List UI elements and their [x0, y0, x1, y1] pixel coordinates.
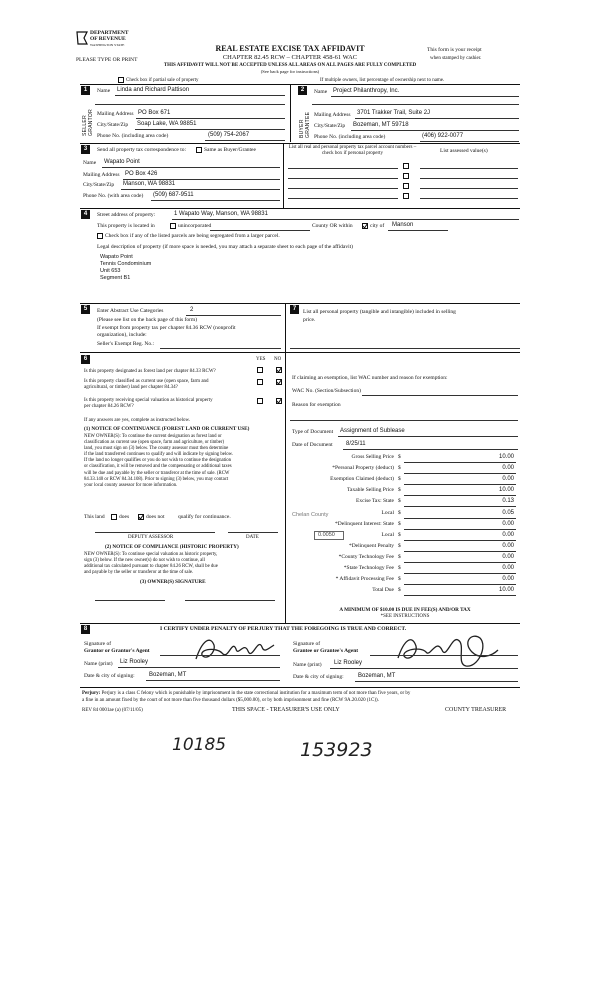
send-correspondence-label: Send all property tax correspondence to: [97, 147, 187, 153]
does-label: does [119, 514, 130, 520]
legal-line: Unit 653 [100, 268, 121, 274]
s3-city-label: City/State/Zip [83, 182, 115, 188]
check-mark-icon [276, 398, 282, 404]
tax-row-label: *State Technology Fee [343, 565, 394, 571]
s3-name-field[interactable]: Wapato Point [104, 159, 140, 165]
notice2-line: sign (3) below. If the new owner(s) do not wish to continue, all [84, 558, 205, 564]
parcel-1-personal-checkbox[interactable] [403, 163, 409, 169]
tax-row-dollar: $ [398, 487, 401, 493]
grantor-date-field[interactable]: Bozeman, MT [149, 672, 187, 678]
s3-name-label: Name [83, 160, 97, 166]
q3-label-a: Is this property receiving special valuation as historical property [84, 398, 213, 403]
treasurer-use-only: THIS SPACE - TREASURER'S USE ONLY [232, 707, 340, 713]
grantee-name-label: Name (print) [293, 662, 322, 668]
parcel-4-personal-checkbox[interactable] [403, 193, 409, 199]
tax-row-dollar: $ [398, 554, 401, 560]
street-field[interactable]: 1 Wapato Way, Manson, WA 98831 [174, 211, 268, 217]
check-mark-icon [138, 514, 144, 520]
does-not-label: does not [146, 514, 165, 520]
legal-line: Tennis Condominium [100, 261, 152, 267]
q2-no-checkbox[interactable] [276, 379, 282, 385]
located-label: This property is located in [97, 223, 155, 229]
tax-row-label: *Personal Property (deduct) [332, 465, 394, 471]
see-back-page: (See back page for instructions) [260, 69, 320, 74]
tax-row-underline [404, 462, 516, 463]
notice1-title: (1) NOTICE OF CONTINUANCE (FOREST LAND OR CURRENT USE) [84, 426, 250, 432]
local-rate-value: 0.0050 [318, 532, 335, 538]
city-of-label: city of [370, 223, 385, 229]
section-1-number: 1 [81, 86, 90, 95]
partial-sale-checkbox[interactable] [118, 77, 124, 83]
q2-label-a: Is this property classified as current use (open space, farm and [84, 379, 209, 384]
buyer-city-field[interactable]: Bozeman, MT 59718 [353, 122, 409, 128]
notice1-line: land, you must sign on (3) below. The county assessor must then determine [84, 446, 229, 452]
tax-row-value[interactable]: 0.00 [502, 554, 514, 560]
buyer-mailing-label: Mailing Address [314, 112, 351, 118]
tax-row-underline [404, 551, 516, 552]
notice2-text [84, 552, 218, 576]
signature-scribble-icon [188, 631, 278, 667]
tax-row-dollar: $ [398, 454, 401, 460]
unincorporated-checkbox[interactable] [170, 223, 176, 229]
legal-line: Wapato Point [100, 254, 133, 260]
s3-mailing-label: Mailing Address [83, 172, 120, 178]
same-as-buyer-checkbox[interactable] [196, 147, 202, 153]
tax-row-label: Excise Tax: State [355, 498, 394, 504]
within-city-checkbox[interactable] [362, 223, 368, 229]
seller-name-label: Name [97, 88, 111, 94]
tax-row-label: Local [381, 510, 394, 516]
tax-row-underline [404, 540, 516, 541]
notice2-title: (2) NOTICE OF COMPLIANCE (HISTORIC PROPERTY) [105, 544, 239, 550]
perjury-line2: a fine in an amount fixed by the court of not more than five thousand dollars ($5,000.00), or by both imprisonment and fine (RCW 9A.20.020 (1C)). [82, 698, 379, 703]
tax-row-value[interactable]: 0.00 [502, 532, 514, 538]
tax-row-dollar: $ [398, 498, 401, 504]
deputy-assessor-label: DEPUTY ASSESSOR [128, 535, 174, 540]
notice2-line: and payable by the seller or transferor at the time of sale. [84, 570, 194, 576]
tax-row-value[interactable]: 0.00 [502, 543, 514, 549]
county-within-label: County OR within [312, 223, 353, 229]
please-type-or-print: PLEASE TYPE OR PRINT [76, 57, 138, 63]
notice1-line: your local county assessor for more information. [84, 482, 178, 488]
minimum-due-notice: A MINIMUM OF $10.00 IS DUE IN FEE(S) AND/OR TAX [339, 607, 471, 613]
grantor-date-label: Date & city of signing: [84, 673, 135, 679]
logo-line2: OF REVENUE [90, 36, 126, 42]
buyer-city-label: City/State/Zip [314, 123, 346, 129]
receipt-line1: This form is your receipt [427, 47, 482, 53]
logo-mark-icon [75, 30, 89, 46]
same-as-buyer-label: Same as Buyer/Grantee [204, 147, 256, 153]
buyer-name-label: Name [314, 89, 328, 95]
seller-mailing-field[interactable]: PO Box 671 [138, 110, 171, 116]
wac-label: WAC No. (Section/Subsection) [292, 388, 361, 394]
q2-yes-checkbox[interactable] [257, 379, 263, 385]
q2-label-b: agricultural, or timber) land per chapter 84.34? [84, 385, 178, 390]
section-5-number: 5 [81, 305, 90, 314]
legal-description[interactable] [100, 254, 151, 282]
tax-row-value[interactable]: 0.00 [502, 576, 514, 582]
section-2-number: 2 [298, 86, 307, 95]
notice2-line: additional tax calculated pursuant to chapter 84.26 RCW, shall be due [84, 564, 218, 570]
receipt-line2: when stamped by cashier. [430, 56, 482, 61]
land-does-not-checkbox[interactable] [138, 514, 144, 520]
see-list-label: (Please see list on the back page of this form) [97, 317, 198, 323]
unincorporated-label: unincorporated [178, 223, 212, 229]
s3-city-field[interactable]: Manson, WA 98831 [123, 181, 176, 187]
q1-label: Is this property designated as forest land per chapter 84.33 RCW? [84, 369, 216, 374]
see-instructions: *SEE INSTRUCTIONS [380, 614, 430, 619]
logo-line3: WASHINGTON STATE [90, 43, 125, 47]
s3-phone-label: Phone No. (with area code) [83, 193, 144, 199]
tax-row-label: *County Technology Fee [338, 554, 394, 560]
tax-row-underline [404, 484, 516, 485]
seller-phone-field[interactable]: (509) 754-2067 [208, 132, 250, 138]
tax-row-label: Gross Selling Price [351, 454, 394, 460]
grantor-name-label: Name (print) [84, 661, 113, 667]
seller-city-field[interactable]: Soap Lake, WA 98851 [137, 121, 197, 127]
perjury-line1: Perjury is a class C felony which is punishable by imprisonment in the state correctional institution for a maximum term of not more than five years, or by [101, 691, 411, 696]
tax-row-label: * Affidavit Processing Fee [335, 576, 394, 582]
parcel-3-personal-checkbox[interactable] [403, 183, 409, 189]
seller-phone-label: Phone No. (including area code) [97, 133, 169, 139]
parcel-2-personal-checkbox[interactable] [403, 173, 409, 179]
certify-statement: I CERTIFY UNDER PENALTY OF PERJURY THAT THE FOREGOING IS TRUE AND CORRECT. [160, 626, 407, 632]
exempt-line1: If exempt from property tax per chapter 84.36 RCW (nonprofit [97, 325, 236, 331]
tax-row-label: *Delinquent Penalty [348, 543, 394, 549]
tax-row-dollar: $ [398, 532, 401, 538]
tax-row-dollar: $ [398, 521, 401, 527]
street-label: Street address of property: [97, 212, 156, 218]
tax-row-dollar: $ [398, 465, 401, 471]
buyer-mailing-field[interactable]: 3701 Trakker Trail, Suite 2J [357, 110, 431, 116]
tax-row-value[interactable]: 0.05 [502, 510, 514, 516]
q3-label-b: per chapter 84.26 RCW? [84, 404, 134, 409]
tax-row-dollar: $ [398, 565, 401, 571]
land-use-label: Enter Abstract Use Categories [97, 308, 164, 314]
tax-row-dollar: $ [398, 576, 401, 582]
assessed-header: List assessed value(s) [440, 148, 488, 154]
check-mark-icon [362, 223, 368, 229]
tax-row-underline [404, 506, 516, 507]
tax-row-label: Exemption Claimed (deduct) [330, 476, 394, 482]
tax-row-label: Total Due [372, 587, 394, 593]
grantee-sig-label2: Grantee or Grantee's Agent [293, 648, 359, 654]
grantor-sig-label1: Signature of [84, 641, 112, 647]
grantor-name-field[interactable]: Liz Rooley [120, 659, 149, 665]
parcel-header: List all real and personal property tax parcel account numbers – check box if personal property [288, 145, 417, 156]
notice1-line: if the land transferred continues to qualify and will indicate by signing below. [84, 452, 234, 458]
seller-exempt-label: Seller's Exempt Reg. No.: [97, 341, 155, 347]
tax-row-dollar: $ [398, 543, 401, 549]
q3-yes-checkbox[interactable] [257, 398, 263, 404]
tax-row-underline [404, 518, 516, 519]
grantee-sig-label1: Signature of [293, 641, 321, 647]
q1-no-checkbox[interactable] [276, 367, 282, 373]
buyer-grantee-label: BUYER GRANTEE [299, 111, 311, 138]
logo-line1: DEPARTMENT [90, 30, 129, 36]
section-6-number: 6 [81, 355, 90, 364]
s3-mailing-field[interactable]: PO Box 426 [125, 171, 158, 177]
tax-row-dollar: $ [398, 476, 401, 482]
grantee-name-field[interactable]: Liz Rooley [334, 660, 363, 666]
land-use-field[interactable]: 2 [190, 307, 194, 313]
exemption-label: If claiming an exemption, list WAC number and reason for exemption: [292, 375, 448, 381]
grantor-sig-label2: Grantor or Grantor's Agent [84, 648, 150, 654]
qualify-label: qualify for continuance. [178, 514, 231, 520]
segregated-checkbox[interactable] [97, 233, 103, 239]
tax-row-value[interactable]: 0.00 [502, 465, 514, 471]
tax-row-underline [404, 473, 516, 474]
notice1-line: will be due and payable by the seller or transferor at the time of sale. (RCW [84, 470, 230, 476]
notice1-line: If the land no longer qualifies or you do not wish to continue the designation [84, 458, 232, 464]
tax-row-label: *Delinquent Interest: State [335, 521, 394, 527]
tax-row-value[interactable]: 10.00 [498, 487, 514, 493]
check-mark-icon [276, 379, 282, 385]
notice1-line: NEW OWNER(S): To continue the current designation as forest land or [84, 434, 222, 439]
tax-row-underline [404, 529, 516, 530]
tax-computation-table [290, 454, 520, 599]
notice1-line: 84.33.140 or RCW 84.34.108). Prior to signing (3) below, you may contact [84, 476, 229, 482]
section-8-number: 8 [81, 625, 90, 634]
doc-type-field[interactable]: Assignment of Sublease [340, 428, 405, 434]
tax-row-dollar: $ [398, 587, 401, 593]
perjury-label: Perjury: [82, 691, 101, 696]
section-7-number: 7 [290, 305, 299, 314]
reason-label: Reason for exemption [292, 402, 341, 408]
q1-yes-checkbox[interactable] [257, 367, 263, 373]
no-header: NO [274, 357, 282, 362]
seller-mailing-label: Mailing Address [97, 111, 134, 117]
personal-line1: List all personal property (tangible and intangible) included in selling [303, 309, 456, 315]
grantee-date-field[interactable]: Bozeman, MT [358, 673, 396, 679]
tax-row-underline [404, 595, 516, 596]
notice1-line: classification as current use (open space, farm and agriculture, or timber) [84, 440, 225, 446]
perjury-notice [82, 690, 522, 704]
seller-city-label: City/State/Zip [97, 122, 129, 128]
tax-row-underline [404, 584, 516, 585]
county-treasurer-label: COUNTY TREASURER [445, 707, 507, 713]
tax-row-value[interactable]: 10.00 [498, 454, 514, 460]
tax-row-label: Taxable Selling Price [347, 487, 394, 493]
seller-grantor-label: SELLER GRANTOR [82, 108, 94, 136]
doc-date-field[interactable]: 8/25/11 [346, 441, 366, 447]
grantee-date-label: Date & city of signing: [293, 674, 344, 680]
tax-row-value[interactable]: 0.00 [502, 565, 514, 571]
exempt-line2: organization), include: [97, 332, 147, 338]
form-title: REAL ESTATE EXCISE TAX AFFIDAVIT [215, 44, 365, 53]
this-land-label: This land [84, 514, 105, 520]
tax-row-label: Local [381, 532, 394, 538]
department-of-revenue-logo [75, 30, 135, 54]
buyer-phone-field[interactable]: (406) 922-0077 [422, 133, 464, 139]
tax-row-value[interactable]: 0.13 [502, 498, 514, 504]
tax-row-value[interactable]: 0.00 [502, 521, 514, 527]
tax-row-underline [404, 573, 516, 574]
notice1-text [84, 434, 233, 489]
handwritten-number-1: 10185 [172, 735, 227, 755]
tax-row-underline [404, 495, 516, 496]
date-label: DATE [246, 535, 259, 540]
doc-type-label: Type of Document [292, 429, 334, 435]
grantor-signature[interactable] [188, 631, 278, 667]
multiple-owners-note: If multiple owners, list percentage of ownership next to name. [320, 78, 445, 83]
section-4-number: 4 [81, 210, 90, 219]
legal-line: Segment B1 [100, 275, 131, 281]
form-subtitle: CHAPTER 82.45 RCW – CHAPTER 458-61 WAC [222, 54, 358, 61]
county-stamp: Chelan County [292, 512, 329, 518]
legal-desc-label: Legal description of property (if more space is needed, you may attach a separate sheet to each page of the affidavit) [97, 244, 353, 250]
seller-name-field[interactable]: Linda and Richard Pattison [117, 87, 190, 93]
tax-row-value[interactable]: 0.00 [502, 476, 514, 482]
s3-phone-field[interactable]: (509) 687-9511 [153, 192, 194, 198]
doc-date-label: Date of Document [292, 442, 333, 448]
handwritten-number-2: 153923 [300, 739, 373, 761]
segregated-label: Check box if any of the listed parcels are being segregated from a larger parcel. [105, 233, 280, 239]
notice2-line: NEW OWNER(S): To continue special valuation as historic property, [84, 552, 218, 557]
notice1-line: or classification, it will be removed and the compensating or additional taxes [84, 464, 232, 470]
owner-signature-label: (3) OWNER(S) SIGNATURE [140, 579, 206, 585]
land-does-checkbox[interactable] [111, 514, 117, 520]
revision-code: REV 84 0001ae (a) (07/11/05) [82, 708, 143, 713]
q3-no-checkbox[interactable] [276, 398, 282, 404]
check-mark-icon [276, 367, 282, 373]
partial-sale-label: Check box if partial sale of property [126, 78, 199, 83]
tax-row-dollar: $ [398, 510, 401, 516]
yes-header: YES [256, 357, 266, 362]
buyer-phone-label: Phone No. (including area code) [314, 134, 386, 140]
form-warning: THIS AFFIDAVIT WILL NOT BE ACCEPTED UNLESS ALL AREAS ON ALL PAGES ARE FULLY COMPLETED [163, 63, 417, 68]
city-field[interactable]: Manson [392, 222, 414, 228]
buyer-name-field[interactable]: Project Philanthropy, Inc. [333, 88, 400, 94]
personal-line2: price. [303, 317, 316, 323]
section-3-number: 3 [81, 145, 90, 154]
tax-row-value[interactable]: 10.00 [498, 587, 514, 593]
tax-row-underline [404, 562, 516, 563]
if-yes-label: If any answers are yes, complete as instructed below. [84, 418, 191, 423]
